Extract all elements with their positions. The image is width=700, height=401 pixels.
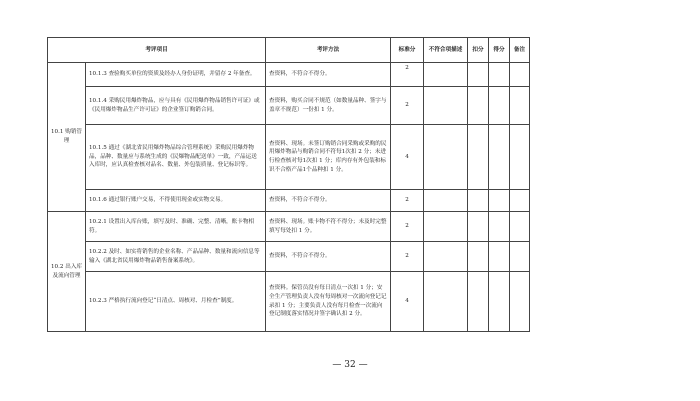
- item-cell: 10.1.5 通过《湖北省民用爆炸物品综合管理系统》采购民用爆炸物品，品种、数量应与系统生成的《民爆物品配送单》一致，产品运送入库时，应认真检查核对品名、数量、外包装质量、登记标识等。: [86, 125, 266, 190]
- header-nonconformity: 不符合项描述: [424, 38, 468, 63]
- method-cell: 查资料，不符合不得分。: [266, 63, 391, 87]
- deduct-cell: [468, 242, 489, 272]
- obtained-cell: [489, 242, 510, 272]
- table-row: [48, 212, 530, 242]
- item-cell: 10.2.1 设置出入库台账，填写及时、准确、完整、清晰，账卡物相符。: [86, 212, 266, 242]
- obtained-cell: [489, 190, 510, 212]
- table-row: [48, 190, 530, 212]
- deduct-cell: [468, 63, 489, 87]
- deduct-cell: [468, 190, 489, 212]
- method-cell: 查资料，不符合不得分。: [266, 190, 391, 212]
- table-row: [48, 63, 530, 87]
- score-cell: 2: [391, 242, 424, 272]
- method-cell: 查资料。保管员没有每日清点一次扣 1 分；安全生产管理负责人没有每周核对一次流向登记记录扣 1 分；主要负责人没有每月检查一次流向登记制度落实情况并签字确认扣 2 分。: [266, 272, 391, 332]
- item-cell: 10.2.2 及时、如实将销售的企业名称、产品品种、数量和流向信息等输入《湖北省民用爆炸物品销售备案系统》。: [86, 242, 266, 272]
- score-cell: 2: [391, 63, 424, 87]
- deduct-cell: [468, 87, 489, 125]
- header-method: 考评方法: [266, 38, 391, 63]
- category-cell: 10.1 购销管理: [48, 63, 86, 212]
- item-cell: 10.1.3 查验购买单位的资质及经办人身份证明，并留存 2 年备查。: [86, 63, 266, 87]
- obtained-cell: [489, 272, 510, 332]
- nonconformity-cell: [424, 272, 468, 332]
- remark-cell: [510, 63, 530, 87]
- deduct-cell: [468, 272, 489, 332]
- score-cell: 2: [391, 212, 424, 242]
- obtained-cell: [489, 87, 510, 125]
- score-cell: 2: [391, 87, 424, 125]
- header-remark: 备注: [510, 38, 530, 63]
- nonconformity-cell: [424, 63, 468, 87]
- method-cell: 查资料，不符合不得分。: [266, 242, 391, 272]
- header-row: [48, 38, 530, 63]
- remark-cell: [510, 242, 530, 272]
- method-cell: 查资料、现场。未签订购销合同采购或采购的民用爆炸物品与购销合同不符每1次扣 2 分；未进行检查核对每1次扣 1 分；库内存有外包装和标识不合格产品1个品种扣 1 分。: [266, 125, 391, 190]
- header-item: 考评项目: [48, 38, 266, 63]
- page-number: — 32 —: [332, 360, 368, 370]
- header-standard-score: 标准分: [391, 38, 424, 63]
- nonconformity-cell: [424, 125, 468, 190]
- remark-cell: [510, 190, 530, 212]
- method-cell: 查资料、现场。账卡物不符不得分；未及时完整填写每处扣 1 分。: [266, 212, 391, 242]
- score-cell: 4: [391, 125, 424, 190]
- deduct-cell: [468, 125, 489, 190]
- remark-cell: [510, 272, 530, 332]
- obtained-cell: [489, 212, 510, 242]
- item-cell: 10.1.4 采购民用爆炸物品，应与具有《民用爆炸物品销售许可证》或《民用爆炸物品生产许可证》的企业签订购销合同。: [86, 87, 266, 125]
- remark-cell: [510, 212, 530, 242]
- method-cell: 查资料，购买合同不规范（如数量品种、签字与盖章不规范）一份扣 1 分。: [266, 87, 391, 125]
- nonconformity-cell: [424, 87, 468, 125]
- category-cell: 10.2 出入库及流向管理: [48, 212, 86, 332]
- obtained-cell: [489, 63, 510, 87]
- header-score: 得分: [489, 38, 510, 63]
- score-cell: 4: [391, 272, 424, 332]
- score-cell: 2: [391, 190, 424, 212]
- nonconformity-cell: [424, 242, 468, 272]
- header-deduct: 扣分: [468, 38, 489, 63]
- remark-cell: [510, 125, 530, 190]
- item-cell: 10.2.3 严格执行流向登记“日清点、周核对、月检查”制度。: [86, 272, 266, 332]
- nonconformity-cell: [424, 190, 468, 212]
- table-row: [48, 272, 530, 332]
- table-row: [48, 87, 530, 125]
- nonconformity-cell: [424, 212, 468, 242]
- obtained-cell: [489, 125, 510, 190]
- table-row: [48, 125, 530, 190]
- deduct-cell: [468, 212, 489, 242]
- remark-cell: [510, 87, 530, 125]
- table-row: [48, 242, 530, 272]
- item-cell: 10.1.6 通过银行账户交易，不得使用现金或实物交易。: [86, 190, 266, 212]
- evaluation-table: [47, 37, 530, 332]
